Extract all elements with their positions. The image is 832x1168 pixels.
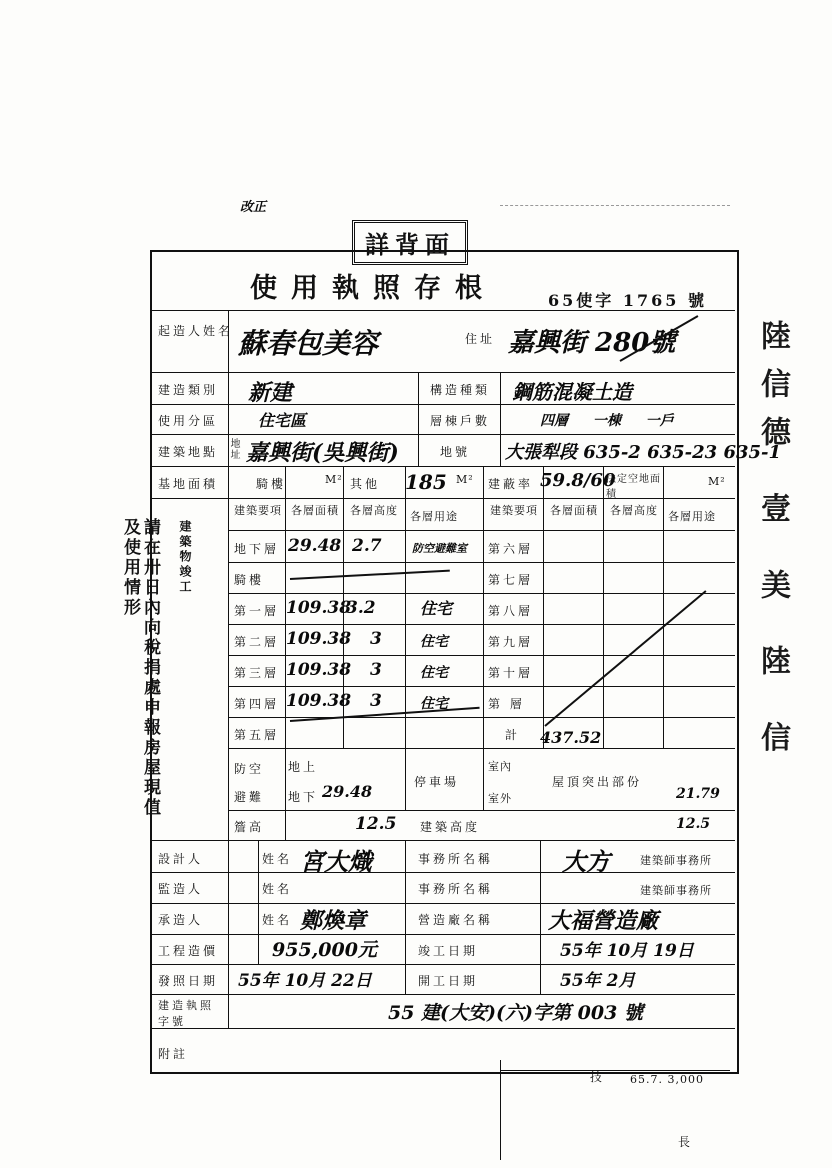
contractor-firm: 大福營造廠	[548, 908, 659, 934]
coverage-label: 建蔽率	[488, 477, 534, 491]
eaves-label: 簷高	[234, 820, 265, 834]
floor-name: 地下層	[234, 542, 280, 556]
shelter-below: 地下	[288, 790, 319, 804]
header-height-right: 各層高度	[610, 504, 658, 517]
designer-name-label: 姓名	[262, 852, 293, 866]
floor-use: 防空避難室	[412, 542, 467, 555]
floor-name: 第四層	[234, 697, 280, 711]
floor-area: 29.48	[288, 536, 342, 556]
right-margin-text: 陸信德 壹 美 陸 信	[755, 320, 790, 770]
floor-area: 109.38	[286, 660, 352, 680]
detail-back-stamp: 詳背面	[352, 220, 468, 265]
lot-value: 大張犁段 635-2 635-23 635-1	[505, 442, 782, 463]
address-label: 住址	[465, 332, 496, 346]
floor-height: 2.7	[352, 536, 382, 556]
header-use-right: 各層用途	[668, 510, 716, 523]
designer-office-label: 事務所名稱	[418, 852, 494, 866]
floor-height: 3	[370, 691, 382, 711]
building-height-label: 建築高度	[420, 820, 481, 834]
floor-name-right: 第六層	[488, 542, 534, 556]
shelter-label-1: 防空	[234, 762, 265, 776]
building-type-label: 建造類別	[158, 383, 219, 397]
parking-label: 停車場	[414, 775, 460, 789]
eaves-value: 12.5	[355, 814, 397, 834]
supervisor-name-label: 姓名	[262, 882, 293, 896]
floor-name-right: 第十層	[488, 666, 534, 680]
completion-value: 55年 10月 19日	[560, 941, 694, 961]
legal-open-label: 法定空地面積	[606, 474, 661, 500]
building-height-value: 12.5	[676, 816, 711, 832]
other-value: 185	[405, 470, 447, 494]
zone-value: 住宅區	[258, 411, 307, 430]
supervisor-label: 監造人	[158, 882, 204, 896]
remark-label: 附註	[158, 1047, 189, 1061]
permit-value: 55 建(大安)(六)字第 003 號	[388, 1002, 643, 1024]
header-area-left: 各層面積	[291, 504, 339, 517]
side-note: 請在卅日內向稅捐處申報房屋現值及使用情形	[120, 518, 160, 818]
floor-name-right: 第八層	[488, 604, 534, 618]
applicant-label: 起造人姓名	[158, 324, 234, 338]
side-note-2: 建築物竣工	[178, 520, 192, 595]
start-value: 55年 2月	[560, 971, 636, 991]
floor-name: 第一層	[234, 604, 280, 618]
floors-value: 四層 一棟 一戶	[540, 413, 674, 429]
start-label: 開工日期	[418, 974, 479, 988]
site-value: 嘉興街(吳興街)	[246, 440, 399, 466]
contractor-name-label: 姓名	[262, 913, 293, 927]
bottom-stamp-text: 65.7. 3,000	[630, 1073, 704, 1086]
floor-area: 109.38	[286, 691, 352, 711]
floors-label: 層棟戶數	[430, 414, 491, 428]
address-value: 嘉興街 280號	[508, 328, 676, 358]
contractor-label: 承造人	[158, 913, 204, 927]
arcade-label: 騎樓	[256, 477, 287, 491]
completion-label: 竣工日期	[418, 944, 479, 958]
floor-name: 第二層	[234, 635, 280, 649]
site-label: 建築地點	[158, 445, 219, 459]
shelter-above: 地上	[288, 760, 319, 774]
header-item-right: 建築要項	[490, 504, 538, 517]
floor-area: 109.38	[286, 629, 352, 649]
floor-name: 騎樓	[234, 573, 265, 587]
applicant-value: 蘇春包美容	[238, 327, 379, 360]
permit-number: 65使字 1765 號	[548, 291, 707, 310]
roof-value: 21.79	[676, 786, 720, 802]
floor-name-right: 第九層	[488, 635, 534, 649]
site-addr-label: 地址	[228, 438, 239, 460]
floor-name: 第五層	[234, 728, 280, 742]
shelter-label-2: 避難	[234, 790, 265, 804]
supervisor-office-label: 事務所名稱	[418, 882, 494, 896]
floor-use: 住宅	[420, 599, 453, 618]
contractor-firm-label: 營造廠名稱	[418, 913, 494, 927]
cost-label: 工程造價	[158, 944, 219, 958]
roof-label: 屋頂突出部份	[552, 775, 643, 789]
arcade-unit: M²	[325, 473, 343, 486]
cost-value: 955,000元	[272, 939, 377, 961]
legal-open-unit: M²	[708, 475, 726, 488]
designer-office: 大方	[562, 847, 610, 876]
top-right-faint-stamp	[500, 205, 730, 240]
floor-use: 住宅	[420, 665, 448, 681]
form-title: 使用執照存根	[250, 273, 496, 304]
header-item-left: 建築要項	[234, 504, 282, 517]
issue-value: 55年 10月 22日	[238, 971, 372, 991]
floor-height: 3	[370, 660, 382, 680]
header-use-left: 各層用途	[410, 510, 458, 523]
supervisor-firm-suffix: 建築師事務所	[640, 884, 712, 897]
parking-outdoor: 室外	[488, 792, 512, 805]
floor-height: 3.2	[346, 598, 376, 618]
floor-use: 住宅	[420, 634, 448, 650]
sign-label-2: 長	[678, 1135, 694, 1149]
floor-total-value: 437.52	[540, 728, 602, 747]
structure-value: 鋼筋混凝土造	[512, 380, 632, 404]
parking-indoor: 室內	[488, 760, 512, 773]
other-label: 其他	[350, 477, 381, 491]
building-type-value: 新建	[248, 380, 293, 406]
floor-name-right: 第七層	[488, 573, 534, 587]
designer-name: 宮大熾	[300, 847, 372, 876]
floor-total-label: 計	[505, 728, 521, 742]
header-area-right: 各層面積	[550, 504, 598, 517]
designer-firm-suffix: 建築師事務所	[640, 854, 712, 867]
zone-label: 使用分區	[158, 414, 219, 428]
floor-area: 109.38	[286, 598, 352, 618]
floor-name-right: 第 層	[488, 697, 525, 711]
issue-label: 發照日期	[158, 974, 219, 988]
structure-label: 構造種類	[430, 383, 491, 397]
header-height-left: 各層高度	[350, 504, 398, 517]
shelter-below-value: 29.48	[322, 782, 373, 801]
permit-label: 建造執照字號	[158, 999, 214, 1028]
floor-height: 3	[370, 629, 382, 649]
designer-label: 設計人	[158, 852, 204, 866]
contractor-name: 鄭煥章	[300, 908, 367, 934]
top-left-mark: 改正	[240, 200, 267, 215]
sign-label-1: 技	[590, 1070, 606, 1084]
floor-name: 第三層	[234, 666, 280, 680]
site-area-label: 基地面積	[158, 477, 219, 491]
floor-use: 住宅	[420, 696, 448, 712]
coverage-value: 59.8/60	[540, 470, 616, 491]
other-unit: M²	[456, 473, 474, 486]
lot-label: 地號	[440, 445, 471, 459]
